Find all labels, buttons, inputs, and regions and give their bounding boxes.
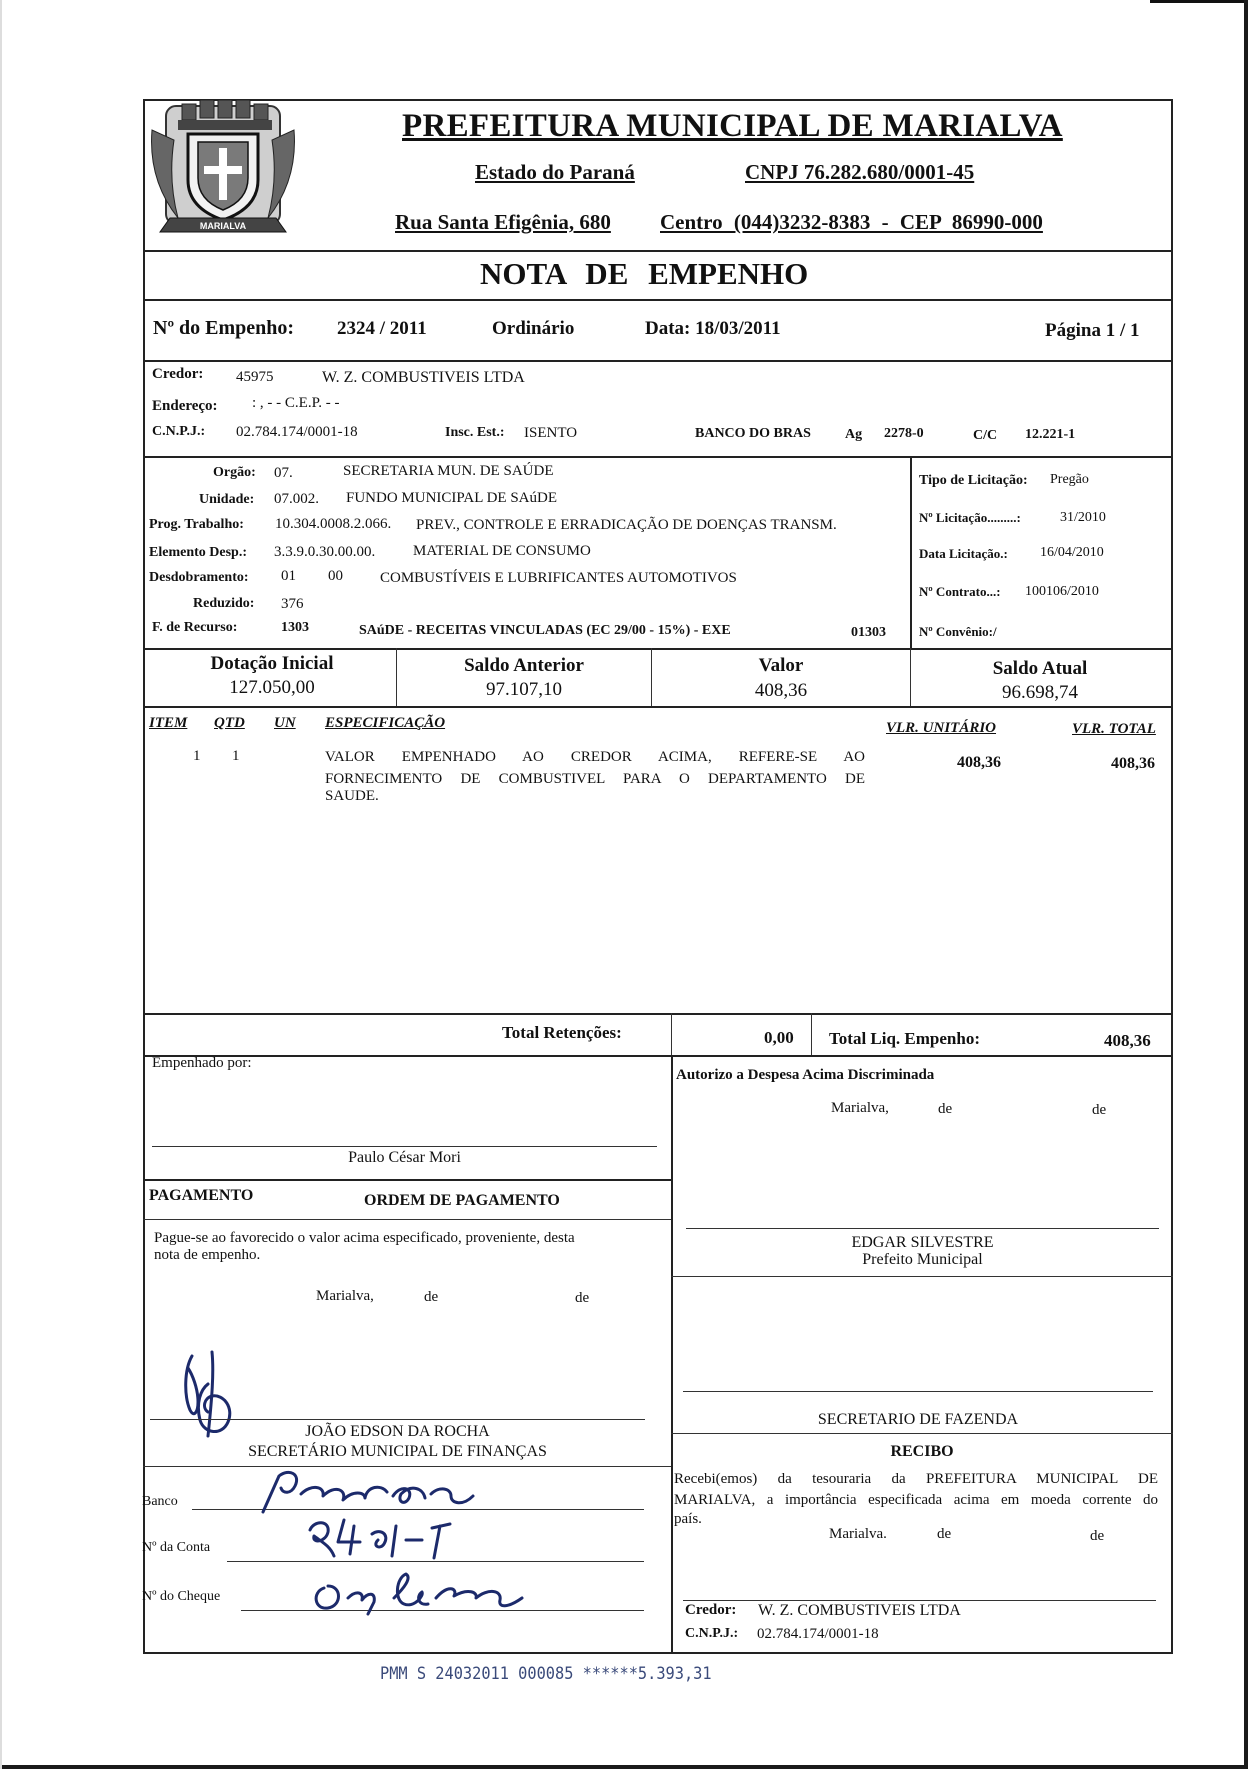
empenhado-rule	[143, 1179, 671, 1181]
empenhado-por-label: Empenhado por:	[152, 1055, 252, 1071]
empenho-number-label: Nº do Empenho:	[153, 317, 295, 339]
unidade-label: Unidade:	[199, 492, 255, 507]
recibo-cnpj-value: 02.784.174/0001-18	[757, 1626, 879, 1642]
budget-divider	[910, 456, 912, 648]
saldo-atual-label: Saldo Atual	[992, 658, 1088, 679]
recibo-signature-line	[683, 1600, 1156, 1601]
title-rule	[143, 299, 1173, 301]
items-rule	[143, 1013, 1173, 1015]
credor-code: 45975	[236, 369, 274, 385]
endereco-label: Endereço:	[152, 398, 218, 414]
saldo-anterior-label: Saldo Anterior	[464, 655, 584, 676]
financas-signature-line	[150, 1419, 645, 1420]
elemento-code: 3.3.9.0.30.00.00.	[274, 544, 376, 560]
desdobramento-code2: 00	[328, 568, 343, 584]
recurso-name: SAúDE - RECEITAS VINCULADAS (EC 29/00 - 15%) - EXE	[359, 623, 731, 638]
data-licitacao-value: 16/04/2010	[1040, 545, 1104, 560]
account-value: 12.221-1	[1025, 427, 1076, 442]
total-liq-label: Total Liq. Empenho:	[829, 1029, 980, 1048]
handwritten-cheque-icon	[308, 1568, 548, 1618]
licitacao-number-label: Nº Licitação.........:	[919, 510, 1021, 525]
item-qtd: 1	[232, 748, 240, 764]
fazenda-signature-line	[683, 1391, 1153, 1392]
pagamento-text-line1: Pague-se ao favorecido o valor acima especificado, proveniente, desta	[154, 1230, 575, 1246]
pagamento-place: Marialva,	[316, 1288, 374, 1304]
financas-signer-name: JOÃO EDSON DA ROCHA	[305, 1423, 490, 1440]
recurso-code: 1303	[281, 620, 309, 635]
saldo-atual-value: 96.698,74	[1002, 682, 1078, 703]
dotacao-label: Dotação Inicial	[210, 653, 334, 674]
state-label: Estado do Paraná	[475, 160, 635, 184]
autorizo-label: Autorizo a Despesa Acima Discriminada	[676, 1067, 935, 1083]
item-number: 1	[193, 748, 201, 764]
dotacao-value: 127.050,00	[229, 677, 315, 698]
item-spec-line2: FORNECIMENTO DE COMBUSTIVEL PARA O DEPARTAMENTO DE	[325, 771, 865, 787]
recibo-line1: Recebi(emos) da tesouraria da PREFEITURA MUNICIPAL DE	[674, 1471, 1158, 1487]
empenhado-name: Paulo César Mori	[348, 1149, 461, 1166]
valor-value: 408,36	[754, 680, 808, 701]
orgao-label: Orgão:	[213, 465, 256, 480]
pagamento-de1: de	[424, 1289, 439, 1305]
recibo-place: Marialva.	[829, 1526, 887, 1542]
total-retencoes-value: 0,00	[764, 1028, 794, 1047]
recibo-credor-value: W. Z. COMBUSTIVEIS LTDA	[758, 1602, 961, 1619]
prog-trabalho-label: Prog. Trabalho:	[149, 517, 244, 532]
conta-label: Nº da Conta	[142, 1540, 211, 1555]
coat-of-arms-icon	[148, 100, 298, 245]
credor-cnpj-label: C.N.P.J.:	[152, 424, 206, 439]
totals-divider-2	[811, 1013, 812, 1055]
agency-label: Ag	[845, 427, 863, 442]
recurso-label: F. de Recurso:	[152, 620, 238, 635]
prefeito-signature-line	[686, 1228, 1159, 1229]
pagamento-text-line2: nota de empenho.	[154, 1247, 261, 1263]
empenhado-signature-line	[152, 1146, 657, 1147]
reduzido-label: Reduzido:	[193, 596, 255, 611]
prefeito-title: Prefeito Municipal	[862, 1251, 983, 1268]
data-licitacao-label: Data Licitação.:	[919, 546, 1008, 561]
recibo-line2: MARIALVA, a importância especificada acima em moeda corrente do	[674, 1492, 1158, 1508]
handwritten-banco-icon	[255, 1466, 485, 1516]
empenho-number: 2324 / 2011	[337, 318, 427, 339]
elemento-name: MATERIAL DE CONSUMO	[413, 543, 591, 559]
pagamento-de2: de	[575, 1290, 590, 1306]
recibo-title: RECIBO	[890, 1443, 954, 1460]
autorizo-de1: de	[938, 1101, 953, 1117]
saldo-rule	[143, 706, 1173, 708]
contrato-label: Nº Contrato...:	[919, 584, 1001, 599]
svg-text:MARIALVA: MARIALVA	[199, 221, 247, 231]
prog-trabalho-name: PREV., CONTROLE E ERRADICAÇÃO DE DOENÇAS TRANSM.	[416, 517, 837, 533]
budget-rule	[143, 648, 1173, 650]
ordem-pagamento-label: ORDEM DE PAGAMENTO	[364, 1192, 560, 1209]
totals-rule	[143, 1055, 1173, 1057]
total-liq-value: 408,36	[1104, 1031, 1151, 1050]
totals-divider-1	[671, 1013, 672, 1055]
bottom-divider	[671, 1055, 673, 1654]
credor-label: Credor:	[152, 366, 204, 382]
banco-label: Banco	[142, 1494, 178, 1509]
tipo-licitacao-value: Pregão	[1050, 472, 1089, 487]
orgao-code: 07.	[274, 465, 293, 481]
item-total-value: 408,36	[1111, 755, 1155, 772]
recibo-cnpj-label: C.N.P.J.:	[685, 1626, 739, 1641]
unidade-code: 07.002.	[274, 491, 319, 507]
municipality-title: PREFEITURA MUNICIPAL DE MARIALVA	[402, 108, 1063, 144]
desdobramento-code1: 01	[281, 568, 296, 584]
saldo-anterior-value: 97.107,10	[486, 679, 562, 700]
licitacao-number-value: 31/2010	[1060, 510, 1106, 525]
item-unit-value: 408,36	[957, 754, 1001, 771]
credor-rule	[143, 456, 1173, 458]
unidade-name: FUNDO MUNICIPAL DE SAúDE	[346, 490, 557, 506]
prefeito-name: EDGAR SILVESTRE	[851, 1234, 994, 1251]
empenho-rule	[143, 360, 1173, 362]
desdobramento-name: COMBUSTÍVEIS E LUBRIFICANTES AUTOMOTIVOS	[380, 570, 737, 586]
secretario-fazenda: SECRETARIO DE FAZENDA	[817, 1411, 1019, 1428]
recibo-credor-label: Credor:	[685, 1602, 737, 1618]
payment-stamp: PMM S 24032011 000085 ******5.393,31	[380, 1664, 712, 1684]
cnpj-label: CNPJ 76.282.680/0001-45	[745, 160, 975, 184]
bank-name: BANCO DO BRAS	[695, 426, 811, 441]
desdobramento-label: Desdobramento:	[149, 570, 249, 585]
handwritten-conta-icon	[300, 1512, 475, 1562]
convenio-label: Nº Convênio:/	[919, 624, 997, 639]
elemento-label: Elemento Desp.:	[149, 545, 247, 560]
col-vlr-unitario: VLR. UNITÁRIO	[886, 720, 997, 736]
empenho-type: Ordinário	[492, 318, 575, 339]
endereco-value: : , - - C.E.P. - -	[252, 395, 340, 411]
credor-cnpj-value: 02.784.174/0001-18	[236, 424, 358, 440]
col-un: UN	[274, 715, 296, 731]
address-rest-label: Centro (044)3232-8383 - CEP 86990-000	[660, 210, 1043, 234]
col-qtd: QTD	[214, 715, 245, 731]
pagamento-rule	[143, 1219, 671, 1220]
insc-est-label: Insc. Est.:	[445, 425, 505, 440]
contrato-value: 100106/2010	[1025, 584, 1099, 599]
col-vlr-total: VLR. TOTAL	[1072, 721, 1156, 737]
prog-trabalho-code: 10.304.0008.2.066.	[275, 516, 392, 532]
pagamento-label: PAGAMENTO	[149, 1187, 254, 1204]
item-spec-line1: VALOR EMPENHADO AO CREDOR ACIMA, REFERE-SE AO	[325, 749, 865, 765]
scan-edge-left	[0, 0, 2, 1769]
tipo-licitacao-label: Tipo de Licitação:	[919, 473, 1028, 488]
street-label: Rua Santa Efigênia, 680	[395, 210, 611, 234]
cheque-label: Nº do Cheque	[142, 1589, 221, 1604]
financas-signer-title: SECRETÁRIO MUNICIPAL DE FINANÇAS	[248, 1443, 547, 1460]
header-rule	[143, 250, 1173, 252]
orgao-name: SECRETARIA MUN. DE SAÚDE	[343, 463, 554, 479]
insc-est-value: ISENTO	[524, 425, 578, 441]
credor-name: W. Z. COMBUSTIVEIS LTDA	[322, 369, 525, 386]
valor-label: Valor	[758, 655, 804, 676]
recurso-code2: 01303	[851, 625, 886, 640]
empenho-date: Data: 18/03/2011	[645, 318, 781, 339]
page-number: Página 1 / 1	[1045, 320, 1140, 341]
fazenda-rule	[671, 1433, 1173, 1434]
scan-edge-top	[1150, 0, 1248, 3]
recibo-de1: de	[937, 1526, 952, 1542]
scan-edge-right	[1244, 0, 1248, 1769]
col-especificacao: ESPECIFICAÇÃO	[325, 715, 446, 731]
account-label: C/C	[973, 428, 998, 443]
recibo-de2: de	[1090, 1528, 1105, 1544]
reduzido-value: 376	[281, 596, 304, 612]
agency-value: 2278-0	[884, 426, 924, 441]
recibo-line3: país.	[674, 1511, 702, 1527]
col-item: ITEM	[149, 715, 188, 731]
scan-edge-bottom	[0, 1765, 1248, 1769]
autorizo-de2: de	[1092, 1102, 1107, 1118]
autorizo-place: Marialva,	[831, 1100, 889, 1116]
document-title: NOTA DE EMPENHO	[480, 256, 809, 291]
item-spec-line3: SAUDE.	[325, 788, 379, 804]
total-retencoes-label: Total Retenções:	[502, 1023, 622, 1042]
prefeito-rule	[671, 1276, 1173, 1277]
